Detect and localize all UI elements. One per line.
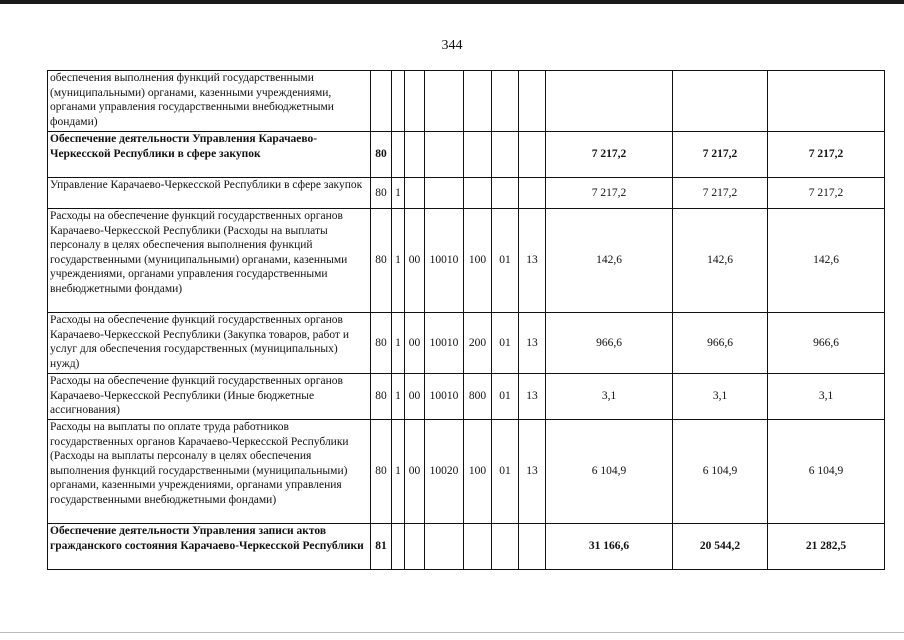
- amount-year-1: 7 217,2: [546, 178, 673, 209]
- section-code: 01: [492, 209, 519, 313]
- amount-year-1: [546, 71, 673, 132]
- amount-year-2: [673, 71, 768, 132]
- table-row: [48, 71, 885, 132]
- ministry-code: 80: [371, 178, 392, 209]
- expense-type-code: 100: [464, 209, 492, 313]
- row-description: Управление Карачаево-Черкесской Республики в сфере закупок: [48, 178, 371, 209]
- amount-year-1: 6 104,9: [546, 420, 673, 524]
- amount-year-3: 21 282,5: [768, 524, 885, 570]
- ministry-code: 80: [371, 313, 392, 374]
- section-code: 01: [492, 420, 519, 524]
- section-code: [492, 132, 519, 178]
- table-row: [48, 132, 885, 178]
- table-row: [48, 313, 885, 374]
- program-code: [392, 524, 405, 570]
- amount-year-3: 3,1: [768, 374, 885, 420]
- section-code: [492, 524, 519, 570]
- direction-code: 10010: [425, 209, 464, 313]
- table-row: [48, 209, 885, 313]
- subprogram-code: [405, 178, 425, 209]
- subprogram-code: 00: [405, 374, 425, 420]
- subsection-code: [519, 178, 546, 209]
- amount-year-1: 966,6: [546, 313, 673, 374]
- subprogram-code: 00: [405, 313, 425, 374]
- section-code: [492, 178, 519, 209]
- amount-year-3: 966,6: [768, 313, 885, 374]
- expense-type-code: 200: [464, 313, 492, 374]
- row-description: Расходы на обеспечение функций государственных органов Карачаево-Черкесской Республики (Иные бюджетные ассигнования): [48, 374, 371, 420]
- direction-code: 10010: [425, 374, 464, 420]
- amount-year-2: 966,6: [673, 313, 768, 374]
- amount-year-2: 3,1: [673, 374, 768, 420]
- amount-year-1: 7 217,2: [546, 132, 673, 178]
- amount-year-1: 3,1: [546, 374, 673, 420]
- expense-type-code: 800: [464, 374, 492, 420]
- section-code: 01: [492, 313, 519, 374]
- direction-code: 10020: [425, 420, 464, 524]
- amount-year-2: 20 544,2: [673, 524, 768, 570]
- expense-type-code: [464, 178, 492, 209]
- direction-code: 10010: [425, 313, 464, 374]
- direction-code: [425, 524, 464, 570]
- table-row: [48, 524, 885, 570]
- subsection-code: 13: [519, 374, 546, 420]
- amount-year-2: 7 217,2: [673, 178, 768, 209]
- program-code: [392, 71, 405, 132]
- expense-type-code: 100: [464, 420, 492, 524]
- ministry-code: 80: [371, 132, 392, 178]
- expense-type-code: [464, 71, 492, 132]
- row-description: Расходы на обеспечение функций государственных органов Карачаево-Черкесской Республики (Закупка товаров, работ и услуг для обеспечения государственных (муниципальных) нужд): [48, 313, 371, 374]
- table-row: [48, 178, 885, 209]
- direction-code: [425, 132, 464, 178]
- subsection-code: 13: [519, 420, 546, 524]
- program-code: 1: [392, 209, 405, 313]
- amount-year-3: 7 217,2: [768, 178, 885, 209]
- section-code: [492, 71, 519, 132]
- direction-code: [425, 178, 464, 209]
- amount-year-3: 142,6: [768, 209, 885, 313]
- ministry-code: 81: [371, 524, 392, 570]
- subprogram-code: 00: [405, 420, 425, 524]
- amount-year-2: 142,6: [673, 209, 768, 313]
- amount-year-1: 142,6: [546, 209, 673, 313]
- page-number: 344: [441, 38, 463, 53]
- amount-year-2: 6 104,9: [673, 420, 768, 524]
- row-description: Обеспечение деятельности Управления записи актов гражданского состояния Карачаево-Черкесской Республики: [48, 524, 371, 570]
- subsection-code: [519, 71, 546, 132]
- amount-year-3: 6 104,9: [768, 420, 885, 524]
- program-code: 1: [392, 374, 405, 420]
- amount-year-3: 7 217,2: [768, 132, 885, 178]
- section-code: 01: [492, 374, 519, 420]
- row-description: Обеспечение деятельности Управления Карачаево-Черкесской Республики в сфере закупок: [48, 132, 371, 178]
- subsection-code: 13: [519, 209, 546, 313]
- amount-year-3: [768, 71, 885, 132]
- bottom-edge-line: [0, 632, 904, 633]
- ministry-code: 80: [371, 374, 392, 420]
- row-description: Расходы на выплаты по оплате труда работников государственных органов Карачаево-Черкесской Республики (Расходы на выплаты персоналу в целях обеспечения выполнения функций государственными (муниципальными) органами, казенными учреждениями, органами управления государственными внебюджетными фондами): [48, 420, 371, 524]
- program-code: 1: [392, 313, 405, 374]
- subsection-code: [519, 524, 546, 570]
- direction-code: [425, 71, 464, 132]
- subsection-code: 13: [519, 313, 546, 374]
- subprogram-code: [405, 132, 425, 178]
- subprogram-code: [405, 71, 425, 132]
- program-code: 1: [392, 420, 405, 524]
- program-code: 1: [392, 178, 405, 209]
- amount-year-2: 7 217,2: [673, 132, 768, 178]
- table-row: [48, 374, 885, 420]
- ministry-code: 80: [371, 420, 392, 524]
- table-row: [48, 420, 885, 524]
- row-description: Расходы на обеспечение функций государственных органов Карачаево-Черкесской Республики (Расходы на выплаты персоналу в целях обеспечения выполнения функций государственными (муниципальными) органами, казенными учреждениями, органами управления государственными внебюджетными фондами): [48, 209, 371, 313]
- ministry-code: [371, 71, 392, 132]
- subprogram-code: [405, 524, 425, 570]
- row-description: обеспечения выполнения функций государственными (муниципальными) органами, казенными учреждениями, органами управления государственными внебюджетными фондами): [48, 71, 371, 132]
- budget-table: [47, 70, 885, 570]
- subprogram-code: 00: [405, 209, 425, 313]
- ministry-code: 80: [371, 209, 392, 313]
- program-code: [392, 132, 405, 178]
- top-border-rule: [0, 0, 904, 4]
- amount-year-1: 31 166,6: [546, 524, 673, 570]
- expense-type-code: [464, 524, 492, 570]
- subsection-code: [519, 132, 546, 178]
- expense-type-code: [464, 132, 492, 178]
